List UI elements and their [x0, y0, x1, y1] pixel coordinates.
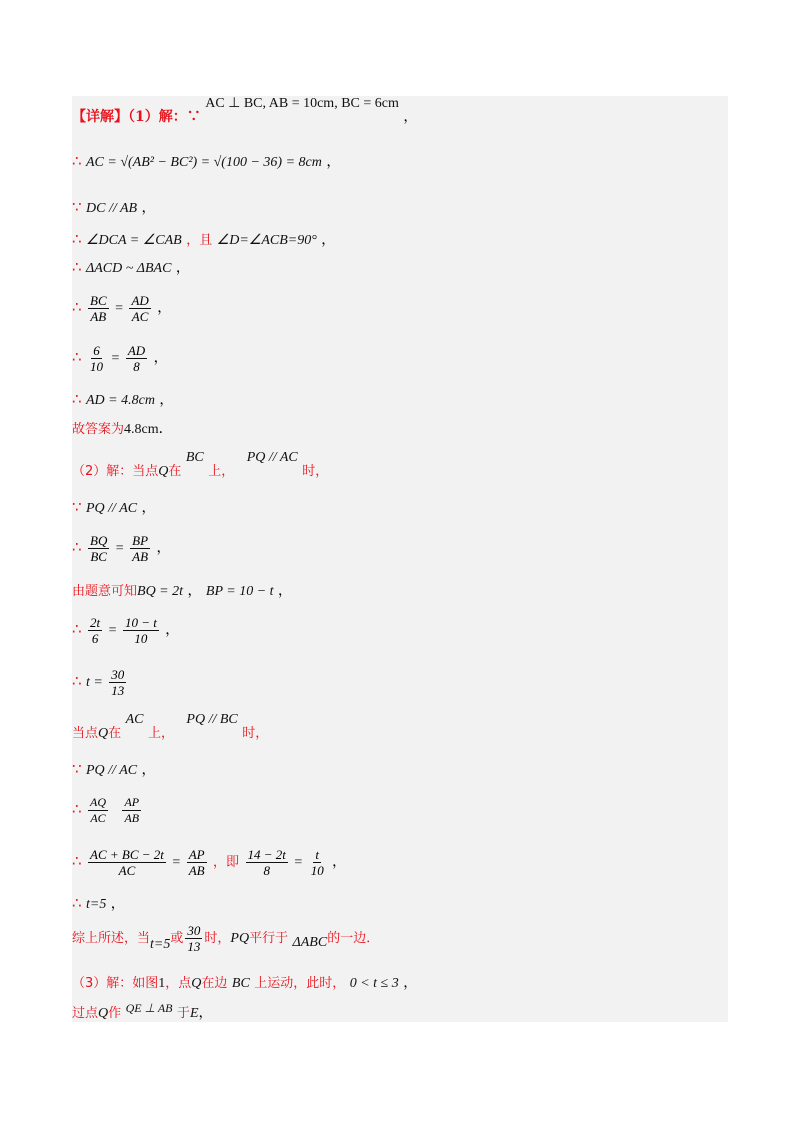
point-q: Q — [98, 1006, 109, 1021]
text: 于 — [176, 1006, 190, 1021]
text: 作 — [108, 1006, 122, 1021]
numerator: BC — [90, 292, 107, 308]
text: 或 — [170, 931, 184, 946]
text: ，点 — [165, 976, 192, 991]
fraction — [109, 667, 126, 698]
solution-line-14: ∴ $\frac{2t}{6}$ = $\frac{10 - t}{10}$ ， — [72, 614, 180, 646]
parallel-statement: PQ // AC — [86, 763, 138, 778]
denominator: 10 — [90, 358, 103, 374]
solution-line-5 — [72, 258, 190, 278]
fraction — [88, 293, 109, 324]
numerator: AD — [127, 342, 146, 358]
solution-line-7: ∴ $\frac{6}{10}$ = $\frac{AD}{8}$ ， — [72, 342, 168, 374]
denominator: AB — [132, 548, 149, 564]
ad-result: AD = 4.8cm — [86, 393, 155, 408]
solution-line-6: ∴ $\frac{BC}{AB}$ = $\frac{AD}{AC}$ ， — [72, 292, 172, 324]
punctuation: ， — [157, 300, 172, 316]
given-conditions: AC ⊥ BC, AB = 10cm, BC = 6cm — [205, 96, 399, 111]
punctuation: ， — [198, 1005, 213, 1021]
therefore-symbol: ∴ — [72, 230, 82, 248]
parallel-statement: PQ // AC — [86, 501, 138, 516]
similar-triangles: ΔACD ~ ΔBAC — [86, 261, 172, 276]
figure-number: 1 — [158, 976, 166, 991]
solution-line-18 — [72, 792, 143, 827]
answer-value: 4.8cm — [124, 422, 159, 437]
point-q: Q — [98, 726, 109, 741]
triangle-abc: ΔABC — [292, 935, 328, 950]
segment-pq: PQ — [230, 931, 250, 946]
solution-line-2 — [72, 152, 340, 172]
punctuation: ， — [156, 540, 171, 556]
punctuation: ， — [403, 109, 418, 125]
connector-text: ，即 — [213, 855, 240, 870]
text: 上， — [208, 464, 235, 479]
punctuation: ， — [326, 154, 341, 170]
solution-line-15 — [72, 664, 128, 700]
solution-line-9 — [72, 420, 173, 439]
punctuation: ， — [403, 975, 418, 991]
punctuation: ， — [141, 762, 156, 778]
punctuation: ， — [187, 583, 202, 599]
numerator: AC + BC − 2t — [90, 846, 164, 862]
parallel-statement: DC // AB — [86, 201, 138, 216]
bp-expression: BP = 10 − t — [205, 584, 274, 599]
therefore-symbol: ∴ — [72, 152, 82, 170]
punctuation: ． — [158, 421, 173, 437]
punctuation: ， — [141, 500, 156, 516]
angle-equality: ∠DCA = ∠CAB — [86, 233, 182, 248]
solution-line-8 — [72, 390, 173, 410]
point-e: E — [189, 1006, 199, 1021]
text: 的一边． — [327, 931, 380, 946]
answer-label: 故答案为 — [72, 422, 125, 437]
numerator: AD — [131, 292, 149, 308]
right-angle-equality: ∠D=∠ACB=90° — [216, 233, 317, 248]
t-equals: t = — [86, 675, 103, 690]
solution-line-13 — [72, 582, 292, 601]
punctuation: ， — [278, 583, 293, 599]
text: 由题意可知 — [72, 584, 138, 599]
punctuation: ， — [153, 350, 168, 366]
solution-heading: 【详解】（1）解：∵ — [72, 109, 201, 125]
therefore-symbol: ∴ — [72, 538, 82, 556]
fraction — [130, 533, 150, 564]
therefore-symbol: ∴ — [72, 852, 82, 870]
text: 过点 — [72, 1006, 99, 1021]
numerator: 14 − 2t — [247, 846, 286, 862]
text: 在边 — [201, 976, 228, 991]
t-result: t=5 — [86, 897, 107, 912]
text: 时， — [242, 726, 269, 741]
fraction — [129, 293, 150, 324]
punctuation: ， — [165, 622, 180, 638]
therefore-symbol: ∴ — [72, 894, 82, 912]
text: 当点 — [72, 726, 99, 741]
solution-line-21 — [72, 920, 379, 957]
text: 平行于 — [249, 931, 289, 946]
fraction — [309, 847, 326, 878]
fraction — [185, 923, 202, 954]
therefore-symbol: ∴ — [72, 620, 82, 638]
numerator: AQ — [90, 794, 106, 809]
solution-line-11 — [72, 498, 156, 518]
denominator: AC — [118, 862, 136, 878]
pythagoras-equation: AC = √(AB² − BC²) = √(100 − 36) = 8cm — [86, 155, 322, 170]
denominator: 8 — [263, 862, 270, 878]
segment-bc: BC — [231, 976, 250, 991]
because-symbol: ∵ — [72, 198, 82, 216]
therefore-symbol: ∴ — [72, 672, 82, 690]
text: 时， — [204, 931, 231, 946]
solution-line-12: ∴ $\frac{BQ}{BC}$ = $\frac{BP}{AB}$ ， — [72, 532, 171, 564]
point-q: Q — [158, 464, 169, 479]
numerator: t — [315, 846, 320, 862]
solution-line-16 — [72, 712, 269, 743]
fraction — [88, 795, 108, 826]
segment-ac: AC — [125, 712, 144, 727]
therefore-symbol: ∴ — [72, 298, 82, 316]
solution-line-4 — [72, 230, 335, 250]
fraction — [88, 615, 102, 646]
punctuation: ， — [141, 200, 156, 216]
fraction — [126, 343, 147, 374]
point-q: Q — [191, 976, 202, 991]
punctuation: ， — [110, 896, 125, 912]
t-range: 0 < t ≤ 3 — [349, 976, 399, 991]
denominator: AB — [124, 810, 140, 825]
numerator: AP — [188, 846, 205, 862]
denominator: AB — [188, 862, 205, 878]
fraction — [246, 847, 288, 878]
bq-expression: BQ = 2t — [137, 584, 184, 599]
text: 在 — [108, 726, 122, 741]
part-2-heading: （2）解：当点 — [72, 464, 159, 479]
denominator: 8 — [133, 358, 140, 374]
punctuation: ， — [332, 854, 347, 870]
segment-bc: BC — [185, 450, 204, 465]
solution-line-3 — [72, 198, 156, 218]
punctuation: ， — [175, 260, 190, 276]
part-3-heading: （3）解：如图 — [72, 976, 159, 991]
solution-line-23 — [72, 1001, 213, 1023]
text: 上， — [147, 726, 174, 741]
fraction — [187, 847, 207, 878]
numerator: AP — [124, 794, 140, 809]
denominator: AC — [131, 308, 149, 324]
fraction — [88, 847, 166, 878]
perpendicular-statement: QE ⊥ AB — [125, 1001, 173, 1015]
therefore-symbol: ∴ — [72, 800, 82, 818]
denominator: 13 — [187, 938, 201, 954]
connector-text: ，且 — [186, 233, 213, 248]
because-symbol: ∵ — [72, 498, 82, 516]
solution-line-1 — [72, 96, 418, 127]
parallel-condition: PQ // BC — [186, 712, 238, 727]
because-symbol: ∵ — [72, 760, 82, 778]
denominator: BC — [90, 548, 107, 564]
solution-line-17 — [72, 760, 156, 780]
therefore-symbol: ∴ — [72, 258, 82, 276]
text: 在 — [168, 464, 182, 479]
punctuation: ， — [321, 232, 336, 248]
denominator: 10 — [134, 630, 148, 646]
numerator: 30 — [111, 666, 125, 682]
solution-line-19: ∴ $\frac{AC + BC - 2t}{AC}$ = $\frac{AP}{AB}$ ，即 $\frac{14 - 2t}{8}$ = $\frac{t}{10}$ ， — [72, 846, 347, 878]
fraction — [123, 615, 159, 646]
numerator: 10 − t — [124, 614, 157, 630]
text: 时， — [302, 464, 329, 479]
therefore-symbol: ∴ — [72, 390, 82, 408]
parallel-condition: PQ // AC — [246, 450, 298, 465]
numerator: 2t — [90, 614, 101, 630]
denominator: 10 — [310, 862, 324, 878]
denominator: AC — [90, 810, 106, 825]
t-value: t=5 — [150, 937, 171, 952]
text: 上运动，此时， — [254, 976, 346, 991]
denominator: 13 — [111, 682, 125, 698]
fraction — [88, 533, 109, 564]
numerator: BP — [132, 532, 149, 548]
solution-line-20 — [72, 894, 125, 914]
numerator: 30 — [187, 922, 201, 938]
numerator: 6 — [93, 342, 100, 358]
text: 综上所述，当 — [72, 931, 151, 946]
denominator: AB — [90, 308, 107, 324]
fraction — [122, 795, 141, 826]
therefore-symbol: ∴ — [72, 348, 82, 366]
solution-line-10 — [72, 450, 329, 481]
numerator: BQ — [90, 532, 108, 548]
solution-line-22 — [72, 974, 417, 993]
fraction — [88, 343, 105, 374]
denominator: 6 — [91, 630, 99, 646]
punctuation: ， — [159, 392, 174, 408]
